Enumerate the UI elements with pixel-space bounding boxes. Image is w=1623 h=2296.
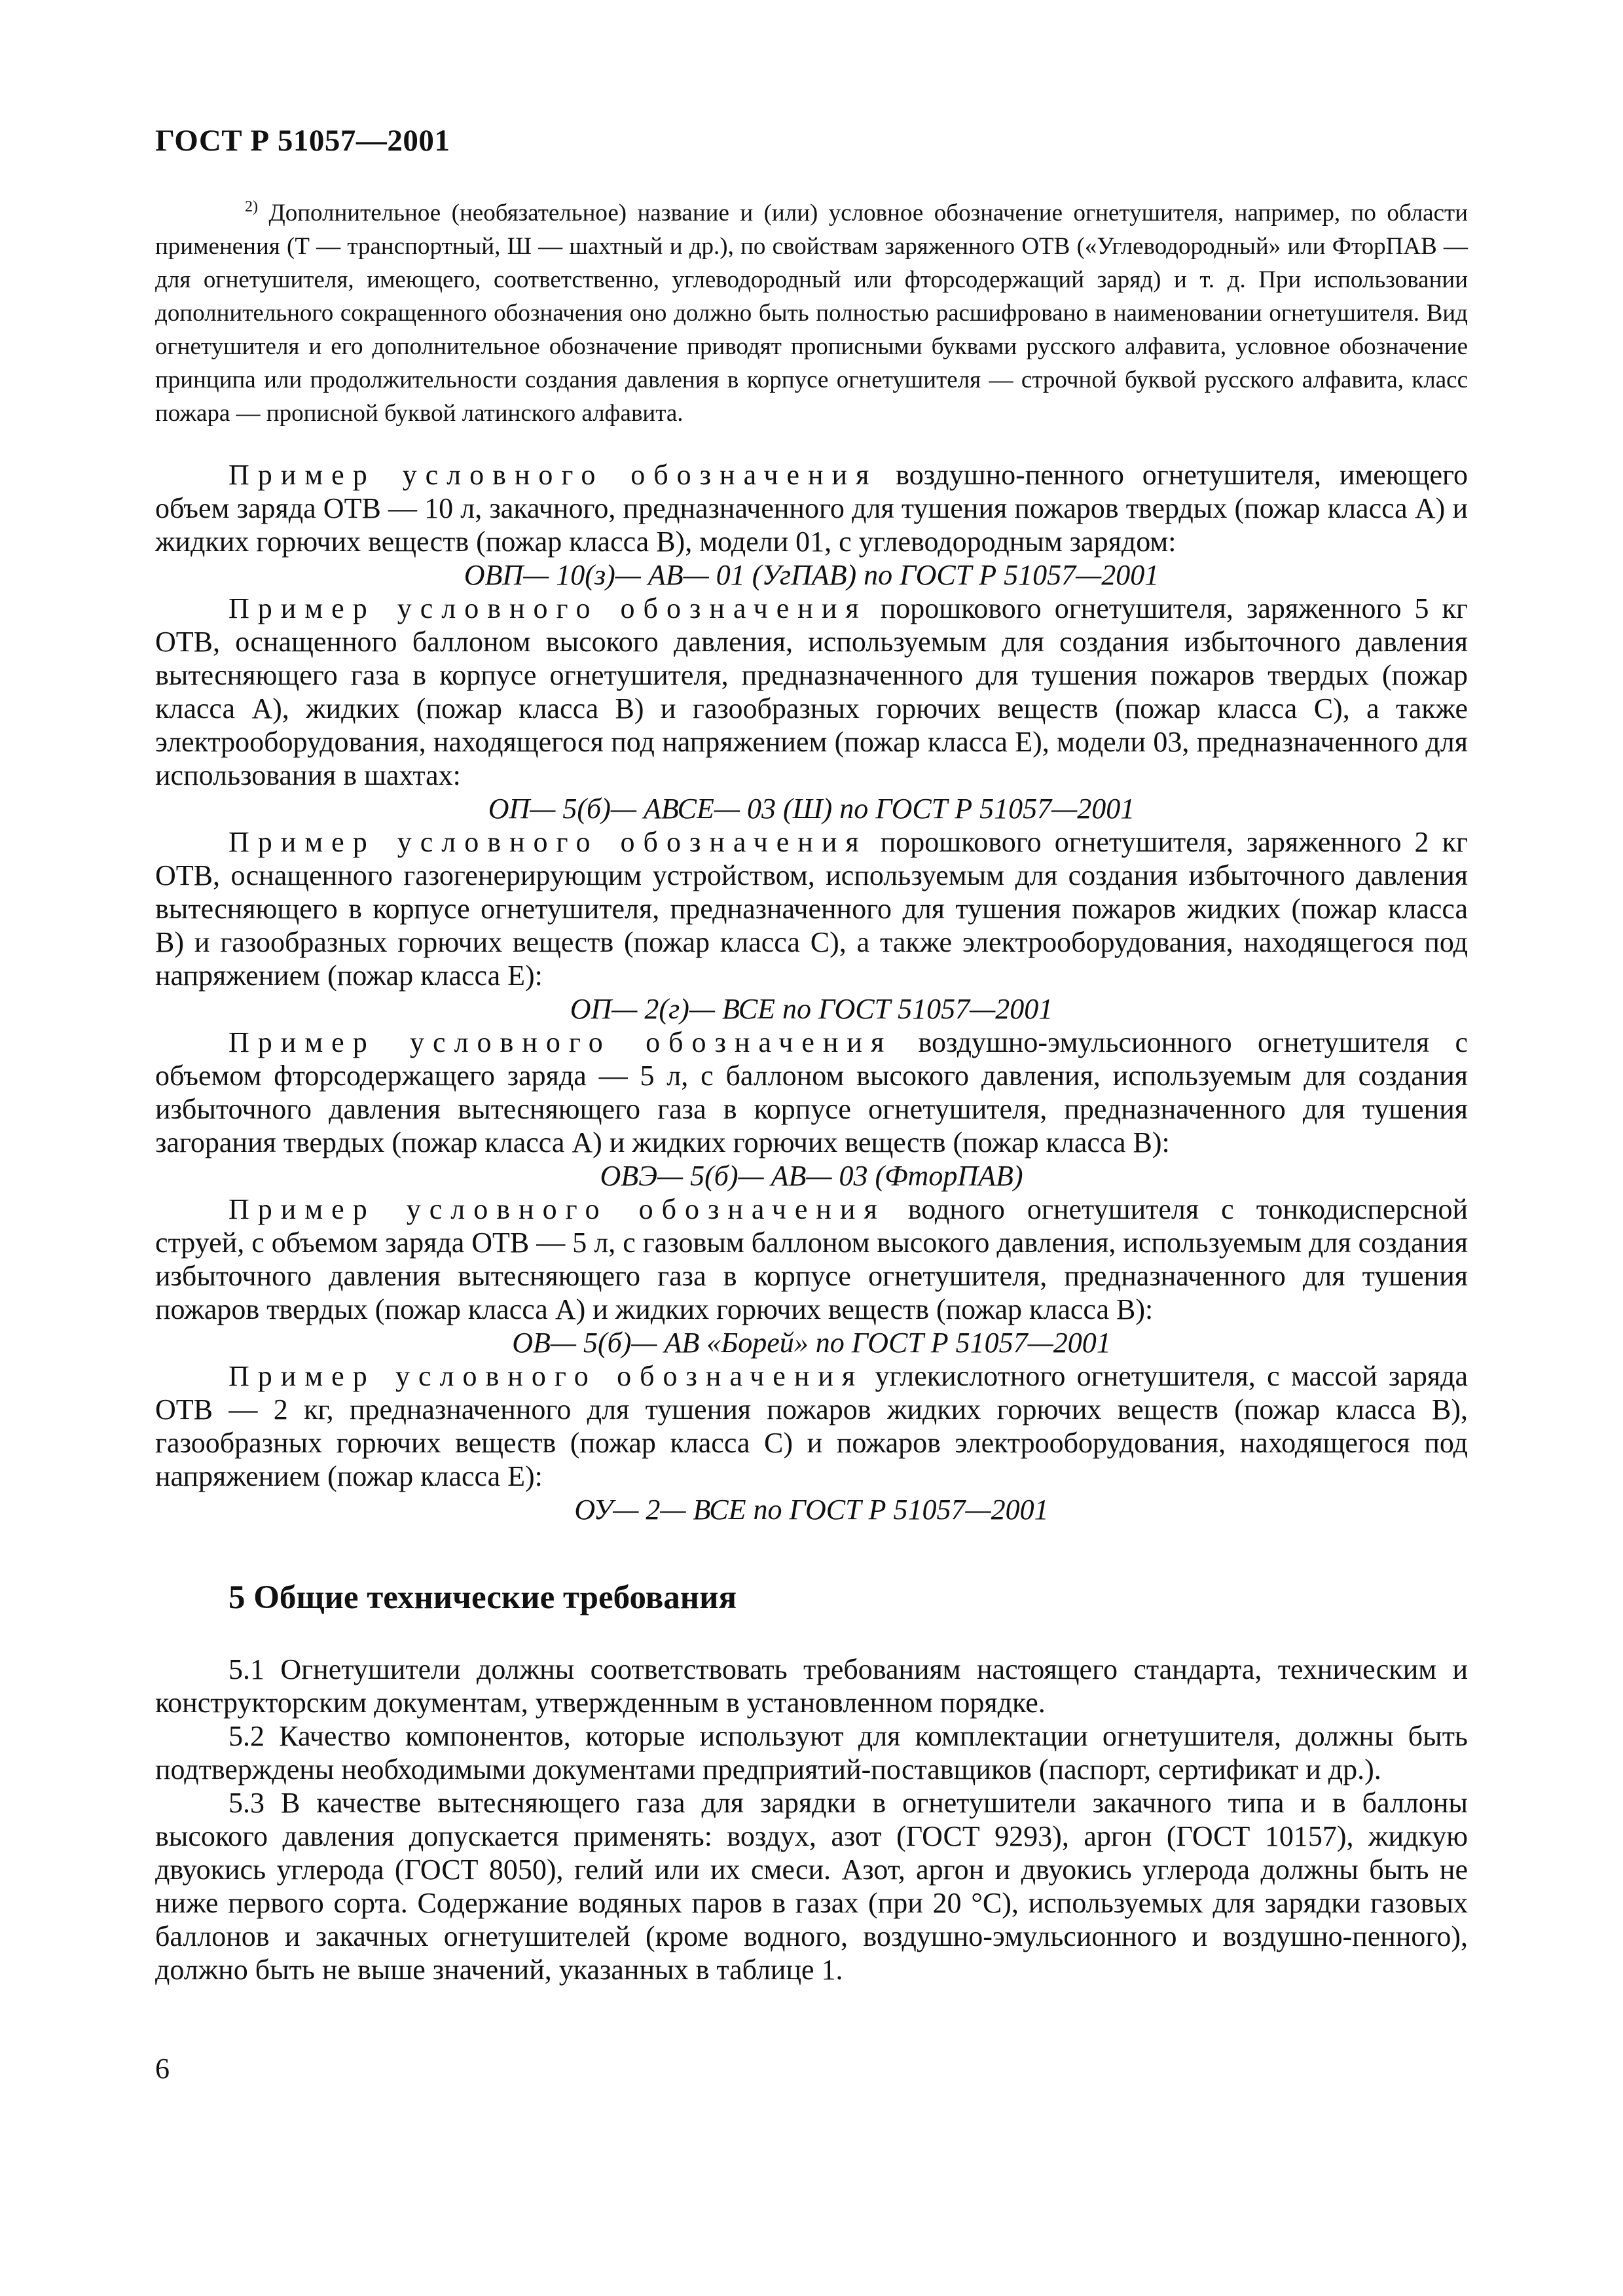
footnote-text: Дополнительное (необязательное) название и (или) условное обозначение огнетушителя, например, по области применения (Т — транспортный, Ш — шахтный и др.), по свойствам заряженного ОТВ («Углеводородный» или ФторПАВ — для огнетушителя, имеющего, соответственно, углеводородный или фторсодержащий заряд) и т. д. При использовании дополнительного сокращенного обозначения оно должно быть полностью расшифровано в наименовании огнетушителя. Вид огнетушителя и его дополнительное обозначение приводят прописными буквами русского алфавита, условное обозначение принципа или продолжительности создания давления в корпусе огнетушителя — строчной буквой русского алфавита, класс пожара — прописной буквой латинского алфавита. xyxy=(155,200,1468,427)
example-paragraph xyxy=(155,458,1468,558)
example-text: углекислотного огнетушителя, с массой заряда ОТВ — 2 кг, предназначенного для тушения пожаров жидких горючих веществ (пожар класса В), газообразных горючих веществ (пожар класса С) и пожаров электрооборудования, находящегося под напряжением (пожар класса Е): xyxy=(155,1360,1468,1492)
footnote-marker: 2) xyxy=(245,198,258,215)
main-text xyxy=(155,458,1468,1986)
example-paragraph xyxy=(155,1193,1468,1326)
example-lead: Пример условного обозначения xyxy=(228,1193,886,1225)
footnote xyxy=(155,196,1468,430)
clause: 5.2 Качество компонентов, которые используют для комплектации огнетушителя, должны быть подтверждены необходимыми документами предприятий-поставщиков (паспорт, сертификат и др.). xyxy=(155,1720,1468,1785)
example-text: воздушно-эмульсионного огнетушителя с объемом фторсодержащего заряда — 5 л, с баллоном высокого давления, используемым для создания избыточного давления вытесняющего газа в корпусе огнетушителя, предназначенного для тушения загорания твердых (пожар класса А) и жидких горючих веществ (пожар класса В): xyxy=(155,1026,1468,1158)
clause: 5.1 Огнетушители должны соответствовать требованиям настоящего стандарта, техническим и конструкторским документам, утвержденным в установленном порядке. xyxy=(155,1653,1468,1719)
designation-formula: ОУ— 2— ВСЕ по ГОСТ Р 51057—2001 xyxy=(574,1494,1049,1526)
page-header: ГОСТ Р 51057—2001 xyxy=(155,124,450,158)
designation-formula: ОВ— 5(б)— АВ «Борей» по ГОСТ Р 51057—2001 xyxy=(512,1327,1111,1359)
example-lead: Пример условного обозначения xyxy=(228,826,867,858)
designation-formula: ОП— 5(б)— АВСЕ— 03 (Ш) по ГОСТ Р 51057—2001 xyxy=(488,793,1135,825)
example-text: водного огнетушителя с тонкодисперсной струей, с объемом заряда ОТВ — 5 л, с газовым баллоном высокого давления, используемым для создания избыточного давления вытесняющего газа в корпусе огнетушителя, предназначенного для тушения пожаров твердых (пожар класса А) и жидких горючих веществ (пожар класса В): xyxy=(155,1193,1468,1325)
example-paragraph xyxy=(155,592,1468,792)
designation-formula: ОВП— 10(з)— АВ— 01 (УгПАВ) по ГОСТ Р 51057—2001 xyxy=(464,559,1159,591)
page-number: 6 xyxy=(155,2053,170,2085)
section-title: 5 Общие технические требования xyxy=(228,1579,737,1616)
example-lead: Пример условного обозначения xyxy=(228,459,878,491)
example-text: порошкового огнетушителя, заряженного 5 кг ОТВ, оснащенного баллоном высокого давления, используемым для создания избыточного давления вытесняющего газа в корпусе огнетушителя, предназначенного для тушения пожаров твердых (пожар класса А), жидких (пожар класса В) и газообразных горючих веществ (пожар класса С), а также электрооборудования, находящегося под напряжением (пожар класса Е), модели 03, предназначенного для использования в шахтах: xyxy=(155,592,1468,791)
example-lead: Пример условного обозначения xyxy=(228,592,867,624)
designation-formula: ОВЭ— 5(б)— АВ— 03 (ФторПАВ) xyxy=(600,1160,1023,1192)
clause: 5.3 В качестве вытесняющего газа для зарядки в огнетушители закачного типа и в баллоны высокого давления допускается применять: воздух, азот (ГОСТ 9293), аргон (ГОСТ 10157), жидкую двуокись углерода (ГОСТ 8050), гелий или их смеси. Азот, аргон и двуокись углерода должны быть не ниже первого сорта. Содержание водяных паров в газах (при 20 °С), используемых для зарядки газовых баллонов и закачных огнетушителей (кроме водного, воздушно-эмульсионного и воздушно-пенного), должно быть не выше значений, указанных в таблице 1. xyxy=(155,1787,1468,1986)
example-text: воздушно-пенного огнетушителя, имеющего объем заряда ОТВ — 10 л, закачного, предназначенного для тушения пожаров твердых (пожар класса А) и жидких горючих веществ (пожар класса В), модели 01, с углеводородным зарядом: xyxy=(155,459,1468,558)
example-lead: Пример условного обозначения xyxy=(228,1360,864,1392)
example-paragraph xyxy=(155,1026,1468,1159)
designation-formula: ОП— 2(г)— ВСЕ по ГОСТ 51057—2001 xyxy=(570,993,1053,1025)
example-paragraph xyxy=(155,825,1468,992)
example-paragraph xyxy=(155,1359,1468,1493)
example-lead: Пример условного обозначения xyxy=(228,1026,893,1058)
example-text: порошкового огнетушителя, заряженного 2 кг ОТВ, оснащенного газогенерирующим устройством, используемым для создания избыточного давления вытесняющего в корпусе огнетушителя, предназначенного для тушения пожаров жидких (пожар класса В) и газообразных горючих веществ (пожар класса С), а также электрооборудования, находящегося под напряжением (пожар класса Е): xyxy=(155,826,1468,992)
